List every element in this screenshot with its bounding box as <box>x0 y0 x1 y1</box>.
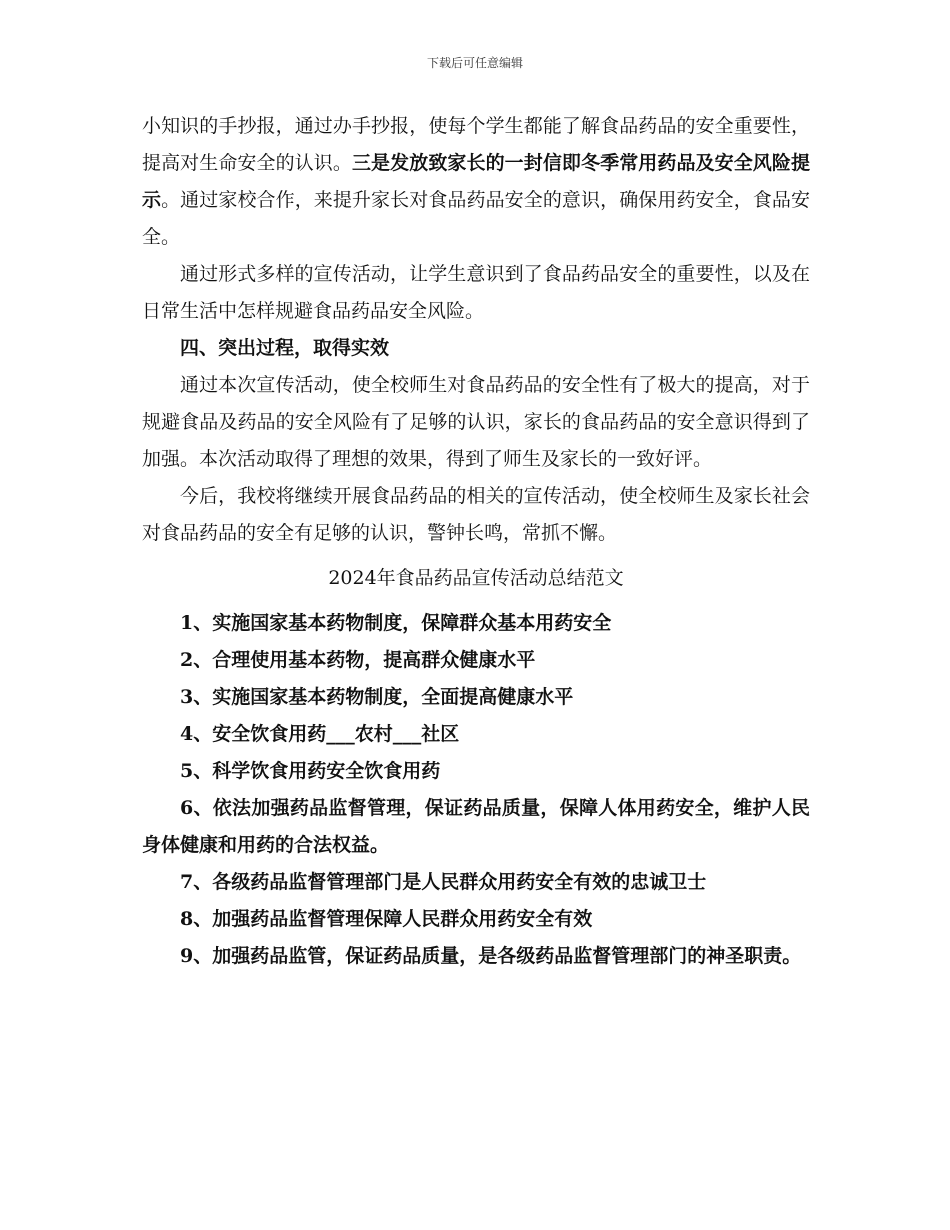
paragraph-3: 通过本次宣传活动，使全校师生对食品药品的安全性有了极大的提高，对于规避食品及药品的安全风险有了足够的认识，家长的食品药品的安全意识得到了加强。本次活动取得了理想的效果，得到了师生及家长的一致好评。 <box>142 374 810 470</box>
document-title: 2024年食品药品宣传活动总结范文 <box>328 567 624 589</box>
list-item: 4、安全饮食用药___农村___社区 <box>180 723 460 745</box>
list-item: 3、实施国家基本药物制度，全面提高健康水平 <box>180 686 574 708</box>
paragraph-1-text: 小知识的手抄报，通过办手抄报，使每个学生都能了解食品药品的安全重要性，提高对生命安全的认识。 <box>142 115 810 174</box>
list-item: 5、科学饮食用药安全饮食用药 <box>180 760 441 782</box>
paragraph-1-tail: 。通过家校合作，来提升家长对食品药品安全的意识，确保用药安全，食品安全。 <box>142 189 810 248</box>
paragraph-1-bold: 三是发放致家长的一封信即冬季常用药品及安全风险提示 <box>142 152 810 211</box>
list-item: 2、合理使用基本药物，提高群众健康水平 <box>180 649 536 671</box>
header-note: 下载后可任意编辑 <box>426 56 523 70</box>
list-item: 9、加强药品监管，保证药品质量，是各级药品监督管理部门的神圣职责。 <box>180 945 802 967</box>
list-item: 1、实施国家基本药物制度，保障群众基本用药安全 <box>180 612 612 634</box>
list-item: 7、各级药品监督管理部门是人民群众用药安全有效的忠诚卫士 <box>180 871 707 893</box>
section-heading: 四、突出过程，取得实效 <box>180 337 390 359</box>
paragraph-2: 通过形式多样的宣传活动，让学生意识到了食品药品安全的重要性，以及在日常生活中怎样规避食品药品安全风险。 <box>142 263 810 322</box>
slogan-list <box>142 605 810 975</box>
list-item: 8、加强药品监督管理保障人民群众用药安全有效 <box>180 908 593 930</box>
document-body <box>142 108 810 975</box>
list-item: 6、依法加强药品监督管理，保证药品质量，保障人体用药安全，维护人民身体健康和用药的合法权益。 <box>142 797 810 856</box>
paragraph-4: 今后，我校将继续开展食品药品的相关的宣传活动，使全校师生及家长社会对食品药品的安全有足够的认识，警钟长鸣，常抓不懈。 <box>142 485 810 544</box>
paragraph-1 <box>142 108 810 256</box>
